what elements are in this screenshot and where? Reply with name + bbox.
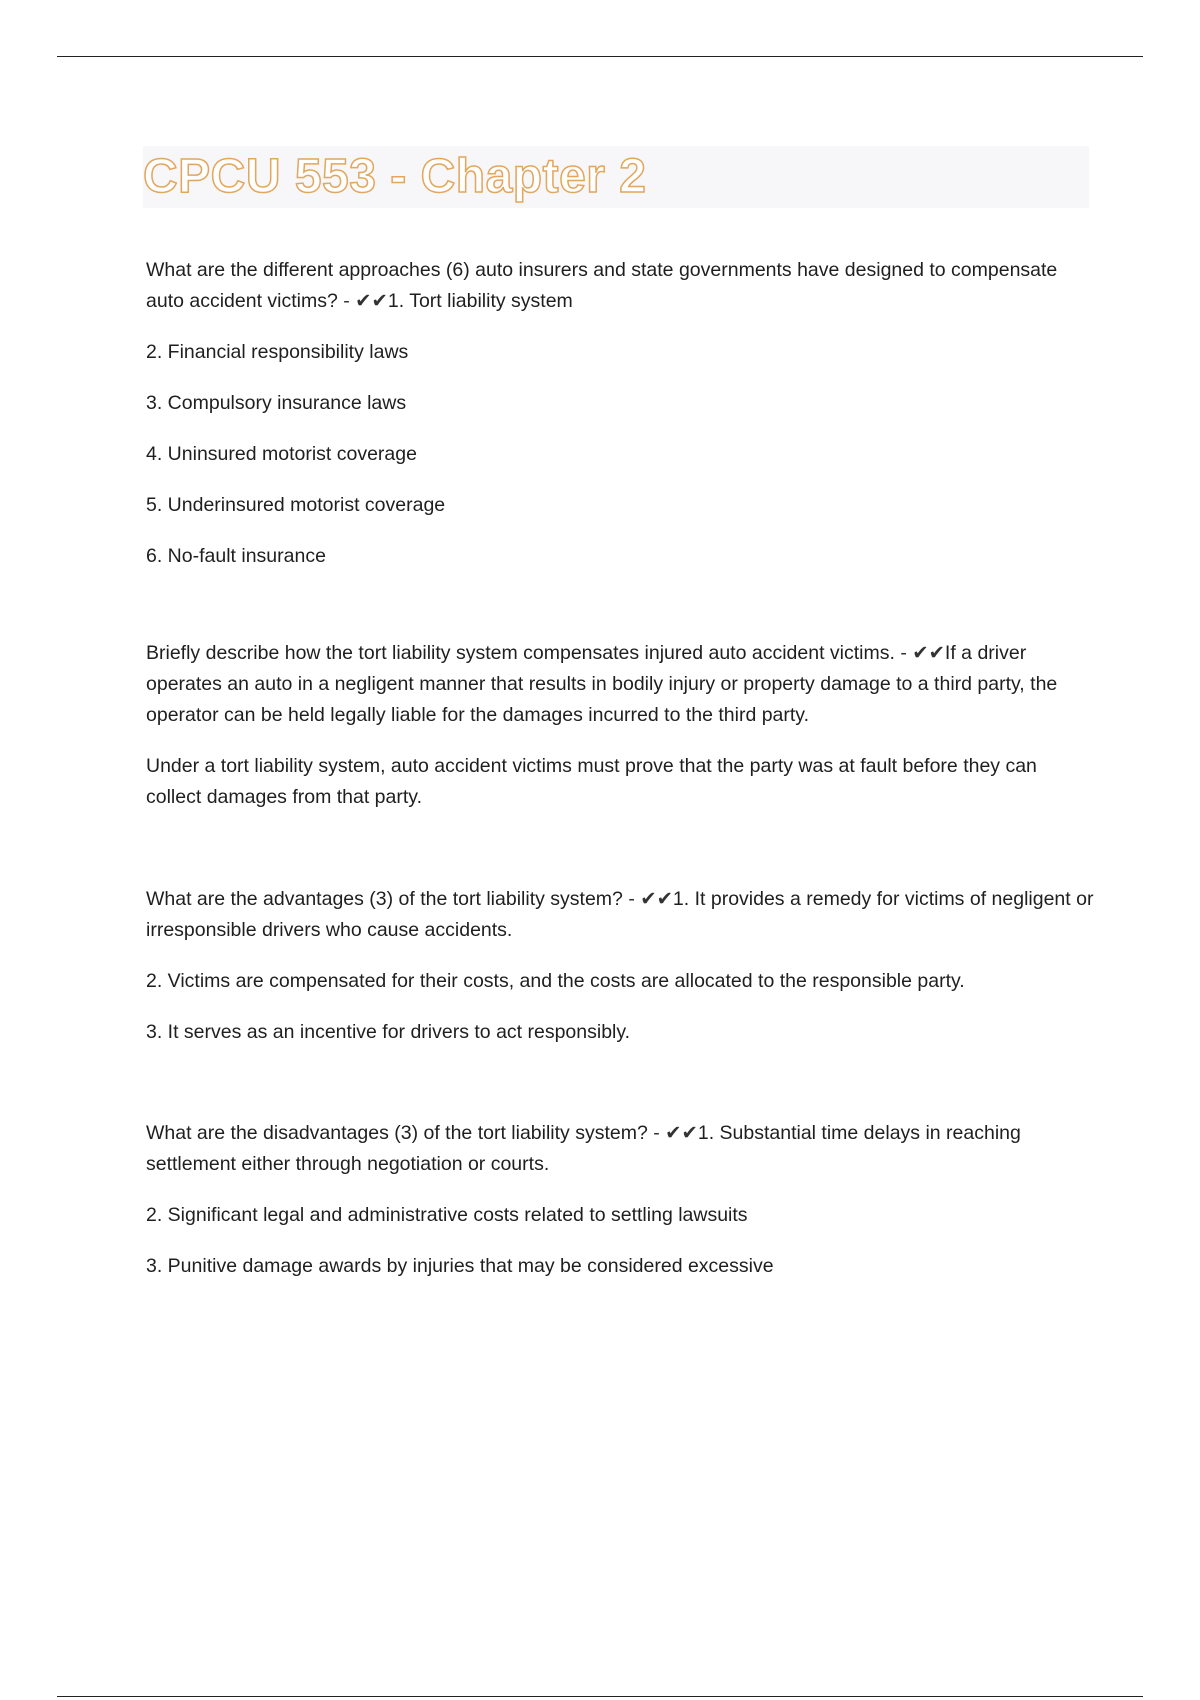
answer-marker: - ✔✔ [900, 642, 945, 664]
page-top-rule [57, 56, 1143, 57]
document-title: CPCU 553 - Chapter 2 [143, 150, 647, 203]
answer-line: 3. It serves as an incentive for drivers to act responsibly. [146, 1021, 631, 1043]
answer-line: 3. Punitive damage awards by injuries that may be considered excessive [146, 1255, 774, 1277]
answer-marker: - ✔✔ [628, 888, 673, 910]
answer-line: 2. Financial responsibility laws [146, 341, 409, 363]
answer-marker: - ✔✔ [653, 1122, 698, 1144]
answer-line: 5. Underinsured motorist coverage [146, 494, 446, 516]
answer-line: 4. Uninsured motorist coverage [146, 443, 417, 465]
answer-text: 1. Substantial time delays in reaching settlement either through negotiation or courts. [146, 1122, 1021, 1175]
title-banner [143, 146, 1089, 208]
answer-marker: - ✔✔ [343, 290, 388, 312]
qa-item-1 [146, 255, 1096, 572]
document-body [143, 146, 1096, 1282]
qa-item-3 [146, 884, 1096, 1048]
answer-line: 2. Victims are compensated for their costs, and the costs are allocated to the responsible party. [146, 970, 965, 992]
answer-text: 1. Tort liability system [387, 290, 573, 312]
answer-text: 1. It provides a remedy for victims of negligent or irresponsible drivers who cause accidents. [146, 888, 1094, 941]
question-text: What are the different approaches (6) auto insurers and state governments have designed to compensate auto accident victims? [146, 259, 1058, 312]
qa-item-4 [146, 1118, 1096, 1282]
answer-line: Under a tort liability system, auto accident victims must prove that the party was at fault before they can collect damages from that party. [146, 755, 1037, 808]
qa-item-2 [146, 638, 1096, 813]
qa-question [146, 1118, 1096, 1180]
question-text: What are the disadvantages (3) of the tort liability system? [146, 1122, 648, 1144]
answer-line: 3. Compulsory insurance laws [146, 392, 407, 414]
question-text: What are the advantages (3) of the tort liability system? [146, 888, 623, 910]
answer-text: If a driver operates an auto in a negligent manner that results in bodily injury or property damage to a third party, the operator can be held legally liable for the damages incurred to the third party. [146, 642, 1058, 726]
answer-line: 2. Significant legal and administrative costs related to settling lawsuits [146, 1204, 748, 1226]
qa-question [146, 255, 1096, 317]
question-text: Briefly describe how the tort liability system compensates injured auto accident victims. [146, 642, 895, 664]
page-bottom-rule [57, 1696, 1143, 1697]
answer-line: 6. No-fault insurance [146, 545, 326, 567]
qa-question [146, 884, 1096, 946]
qa-question [146, 638, 1096, 731]
